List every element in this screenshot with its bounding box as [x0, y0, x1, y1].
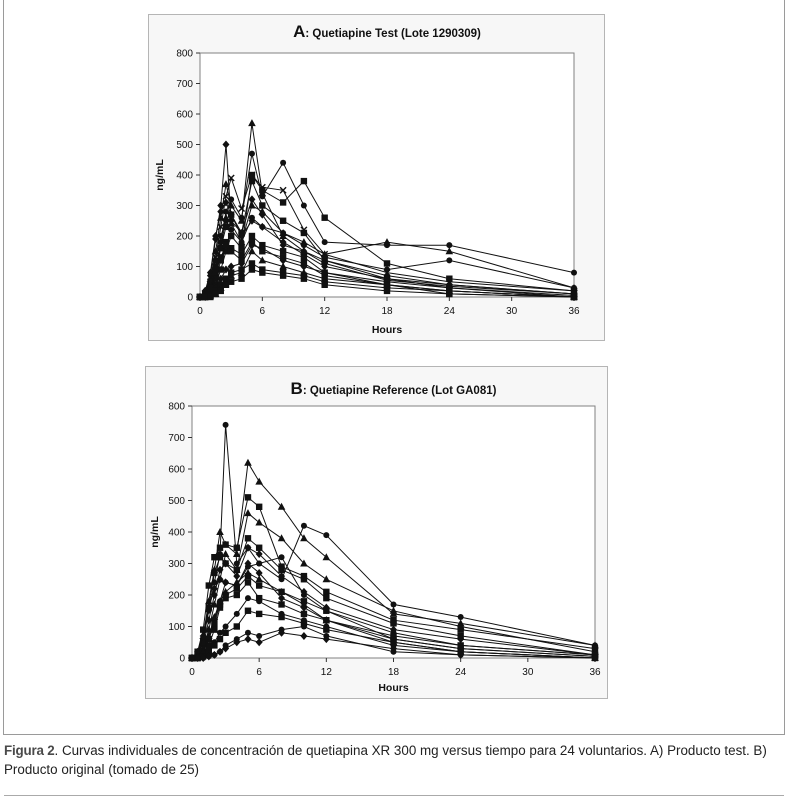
data-point: [391, 601, 397, 607]
data-point: [384, 260, 390, 266]
data-point: [301, 178, 307, 184]
data-point: [238, 276, 244, 282]
data-point: [249, 233, 255, 239]
chart-panel-a: [148, 14, 605, 341]
x-tick-label: 0: [189, 667, 195, 678]
data-point: [239, 239, 245, 245]
x-tick-label: 30: [522, 667, 534, 678]
data-point: [217, 636, 223, 642]
data-point: [301, 611, 307, 617]
data-point: [223, 218, 229, 224]
x-tick-label: 36: [568, 306, 580, 317]
x-tick-label: 18: [387, 667, 400, 678]
bottom-rule: [4, 795, 784, 796]
data-point: [228, 227, 234, 233]
data-point: [384, 288, 390, 294]
chart-title-letter: A: [293, 22, 306, 41]
y-tick-label: 500: [168, 496, 185, 507]
data-point: [234, 623, 240, 629]
data-point: [211, 570, 217, 576]
data-point: [301, 276, 307, 282]
data-point: [280, 272, 286, 278]
data-point: [218, 288, 224, 294]
data-point: [390, 620, 396, 626]
data-point: [256, 504, 262, 510]
data-point: [259, 187, 265, 193]
data-point: [223, 422, 229, 428]
y-tick-label: 600: [168, 464, 185, 476]
data-point: [222, 560, 228, 566]
chart-title-letter: B: [290, 379, 303, 398]
data-point: [384, 267, 390, 273]
data-point: [301, 242, 307, 248]
data-point: [457, 642, 463, 648]
data-point: [301, 576, 307, 582]
x-tick-label: 12: [319, 306, 331, 317]
data-point: [278, 614, 284, 620]
data-point: [223, 624, 229, 630]
y-tick-label: 400: [176, 170, 193, 182]
x-tick-label: 24: [455, 667, 467, 678]
data-point: [245, 608, 251, 614]
chart-panel-b: [145, 366, 608, 699]
data-point: [249, 260, 255, 266]
data-point: [211, 554, 217, 560]
x-axis-label: Hours: [378, 682, 409, 694]
data-point: [259, 193, 265, 199]
data-point: [301, 254, 307, 260]
data-point: [458, 614, 464, 620]
data-point: [280, 199, 286, 205]
chart-title: [293, 22, 481, 41]
data-point: [217, 630, 223, 636]
data-point: [321, 215, 327, 221]
data-point: [280, 160, 286, 166]
data-point: [301, 624, 307, 630]
y-tick-label: 100: [168, 622, 185, 633]
y-axis-label: ng/mL: [149, 516, 161, 548]
x-tick-label: 0: [197, 306, 203, 317]
y-tick-label: 0: [187, 292, 193, 304]
y-tick-label: 700: [176, 79, 193, 90]
x-tick-label: 18: [381, 306, 393, 317]
data-point: [245, 494, 251, 500]
data-point: [323, 626, 329, 632]
data-point: [256, 598, 262, 604]
data-point: [571, 270, 577, 276]
x-tick-label: 6: [256, 667, 262, 678]
data-point: [321, 282, 327, 288]
data-point: [278, 601, 284, 607]
y-tick-label: 600: [176, 109, 193, 121]
y-tick-label: 800: [176, 48, 193, 60]
y-tick-label: 700: [168, 433, 185, 444]
y-tick-label: 800: [168, 401, 185, 413]
data-point: [228, 196, 234, 202]
data-point: [249, 172, 255, 178]
data-point: [211, 642, 217, 648]
data-point: [457, 633, 463, 639]
x-tick-label: 30: [506, 306, 518, 317]
data-point: [245, 579, 251, 585]
data-point: [206, 582, 212, 588]
data-point: [218, 254, 224, 260]
data-point: [256, 545, 262, 551]
data-point: [228, 248, 234, 254]
data-point: [322, 239, 328, 245]
chart-a-svg: [149, 15, 604, 340]
y-tick-label: 100: [176, 262, 193, 273]
data-point: [245, 535, 251, 541]
data-point: [446, 291, 452, 297]
y-tick-label: 400: [168, 527, 185, 539]
data-point: [256, 633, 262, 639]
data-point: [212, 269, 218, 275]
caption-text: . Curvas individuales de concentración de quetiapina XR 300 mg versus tiempo para 24 voluntarios. A) Producto test. B) Producto original (tomado de 25): [4, 743, 767, 777]
data-point: [280, 248, 286, 254]
data-point: [239, 215, 245, 221]
data-point: [571, 285, 577, 291]
x-tick-label: 36: [589, 667, 601, 678]
data-point: [228, 279, 234, 285]
data-point: [280, 218, 286, 224]
data-point: [234, 611, 240, 617]
data-point: [390, 633, 396, 639]
data-point: [256, 611, 262, 617]
data-point: [279, 554, 285, 560]
y-tick-label: 200: [168, 590, 185, 602]
data-point: [390, 639, 396, 645]
data-point: [301, 523, 307, 529]
data-point: [222, 630, 228, 636]
data-point: [446, 257, 452, 263]
caption-label: Figura 2: [4, 743, 55, 758]
data-point: [245, 630, 251, 636]
data-point: [323, 532, 329, 538]
data-point: [223, 242, 229, 248]
y-axis-label: ng/mL: [154, 159, 166, 191]
chart-title-text: : Quetiapine Reference (Lot GA081): [302, 385, 497, 397]
data-point: [301, 592, 307, 598]
data-point: [234, 545, 240, 551]
data-point: [259, 224, 265, 230]
x-tick-label: 24: [443, 306, 455, 317]
y-tick-label: 500: [176, 140, 193, 151]
data-point: [571, 294, 577, 300]
data-point: [249, 266, 255, 272]
data-point: [217, 545, 223, 551]
x-tick-label: 6: [259, 306, 266, 317]
x-axis-label: Hours: [371, 324, 403, 336]
data-point: [278, 567, 284, 573]
data-point: [301, 203, 307, 209]
chart-b-svg: [146, 367, 607, 698]
figure-caption: [4, 741, 784, 779]
data-point: [249, 215, 255, 221]
data-point: [245, 595, 251, 601]
data-point: [322, 254, 328, 260]
data-point: [256, 582, 262, 588]
data-point: [249, 151, 255, 157]
data-point: [256, 561, 262, 567]
chart-title: [291, 379, 497, 398]
data-point: [234, 592, 240, 598]
y-tick-label: 300: [168, 559, 185, 570]
data-point: [228, 233, 234, 239]
data-point: [323, 608, 329, 614]
data-point: [323, 595, 329, 601]
y-tick-label: 0: [179, 653, 185, 665]
chart-title-text: : Quetiapine Test (Lote 1290309): [305, 28, 481, 40]
data-point: [218, 233, 224, 239]
data-point: [323, 589, 329, 595]
data-point: [280, 230, 286, 236]
data-point: [217, 554, 223, 560]
y-tick-label: 200: [176, 231, 193, 243]
data-point: [234, 567, 240, 573]
y-tick-label: 300: [176, 201, 193, 212]
data-point: [222, 541, 228, 547]
x-tick-label: 12: [320, 667, 332, 678]
data-point: [259, 269, 265, 275]
